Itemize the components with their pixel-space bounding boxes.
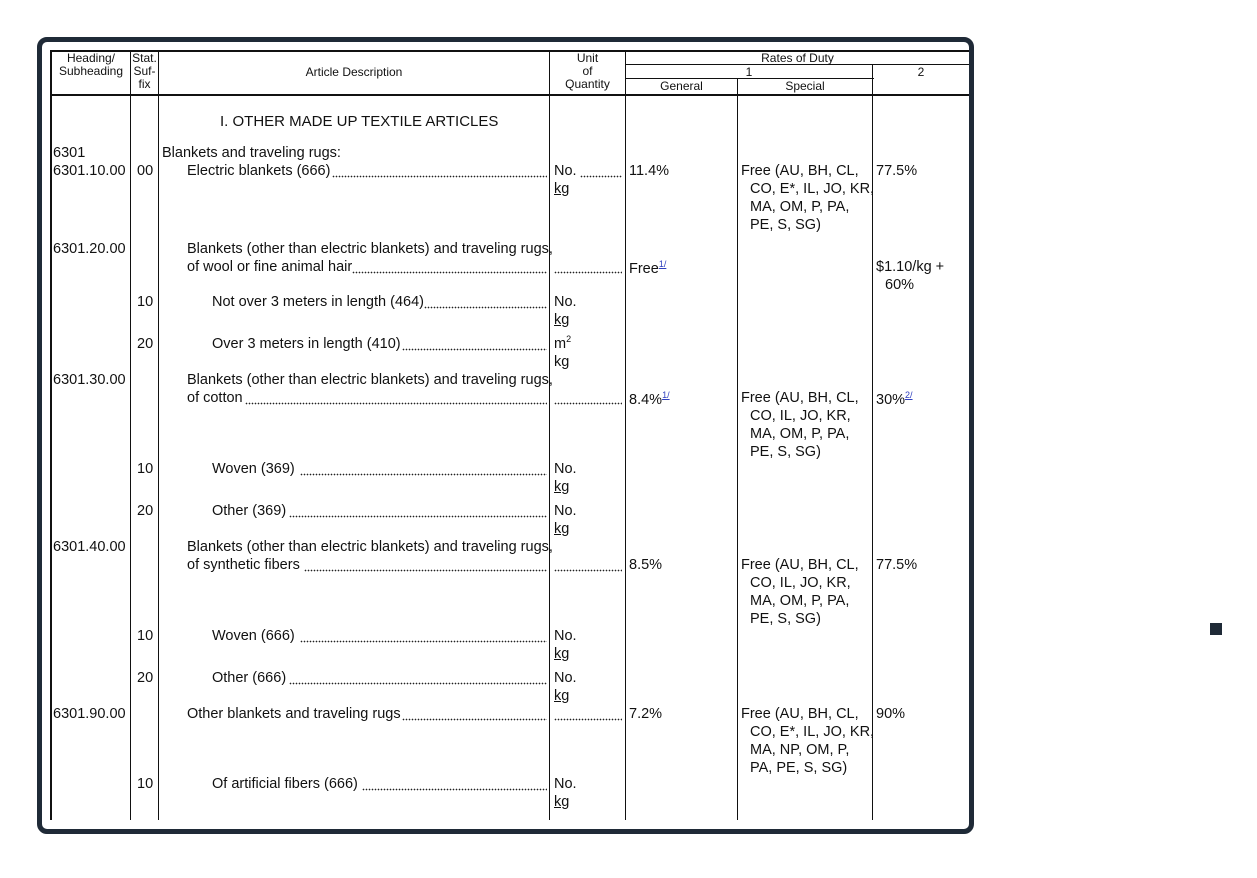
header-bottom-rule [50, 94, 974, 96]
desc-line: of synthetic fibers [187, 557, 300, 573]
leader-dots [424, 297, 547, 309]
col-sep-heading [130, 50, 131, 820]
col-sep-unit [625, 50, 626, 820]
desc-other-blankets: Other blankets and traveling rugs [187, 706, 401, 722]
col2-rate: 90% [876, 706, 906, 722]
suffix-10: 10 [137, 294, 154, 310]
special-rate: PE, S, SG) [750, 217, 821, 233]
desc-electric-blankets: Electric blankets (666) [187, 163, 331, 179]
leader-dots [554, 709, 622, 721]
desc-over-3m: Over 3 meters in length (410) [212, 336, 401, 352]
general-rate: 8.4%$^{1/}$ [629, 390, 670, 408]
desc-blankets-traveling-rugs: Blankets and traveling rugs: [162, 145, 341, 161]
unit-kg: kg [554, 312, 570, 328]
suffix-20: 20 [137, 503, 154, 519]
leader-dots [554, 560, 622, 572]
special-rate: MA, OM, P, PA, [750, 199, 850, 215]
unit-no: No. [554, 294, 577, 310]
unit-no: No. [554, 670, 577, 686]
leader-dots [554, 262, 622, 274]
general-rate: 7.2% [629, 706, 663, 722]
special-rate: Free (AU, BH, CL, [741, 706, 859, 722]
suffix-10: 10 [137, 461, 154, 477]
unit-no: No. [554, 461, 577, 477]
desc-line: Blankets (other than electric blankets) and traveling rugs, [187, 241, 553, 257]
special-rate: PE, S, SG) [750, 611, 821, 627]
leader-dots [362, 779, 547, 791]
stat-suffix-header: Stat. Suf- fix [132, 51, 157, 91]
col2-rate: $1.10/kg + [876, 259, 945, 275]
heading-6301: 6301 [53, 145, 86, 161]
leader-dots [300, 631, 547, 643]
desc-line: of wool or fine animal hair [187, 259, 353, 275]
unit-no: No. [554, 628, 577, 644]
special-rate: MA, NP, OM, P, [750, 742, 850, 758]
general-header: General [660, 79, 703, 93]
special-rate: CO, IL, JO, KR, [750, 575, 851, 591]
col2-rate: 77.5% [876, 163, 918, 179]
article-description-header: Article Description [305, 65, 403, 79]
col2-rate: 77.5% [876, 557, 918, 573]
footnote-link[interactable]: 1/ [662, 390, 670, 401]
special-rate: Free (AU, BH, CL, [741, 557, 859, 573]
heading-6301-90-00: 6301.90.00 [53, 706, 126, 722]
special-header: Special [785, 79, 825, 93]
desc-not-over-3m: Not over 3 meters in length (464) [212, 294, 424, 310]
desc-woven: Woven (369) [212, 461, 295, 477]
heading-6301-30-00: 6301.30.00 [53, 372, 126, 388]
suffix-10: 10 [137, 628, 154, 644]
col2-rate: 30%$^{2/}$ [876, 390, 913, 408]
unit-quantity-header: Unit of Quantity [565, 51, 610, 91]
general-rate: 8.5% [629, 557, 663, 573]
unit-kg: kg [554, 794, 570, 810]
suffix-20: 20 [137, 670, 154, 686]
heading-header: Heading/ Subheading [58, 51, 124, 78]
leader-dots [304, 560, 547, 572]
leader-dots [245, 393, 547, 405]
left-border [50, 50, 52, 820]
leader-dots [402, 709, 547, 721]
unit-no: No. [554, 163, 577, 179]
desc-line: Blankets (other than electric blankets) and traveling rugs, [187, 372, 553, 388]
col-sep-article [549, 50, 550, 820]
unit-kg: kg [554, 646, 570, 662]
desc-artificial-fibers: Of artificial fibers (666) [212, 776, 358, 792]
special-rate: CO, IL, JO, KR, [750, 408, 851, 424]
document-frame [37, 37, 974, 834]
desc-line: Blankets (other than electric blankets) and traveling rugs, [187, 539, 553, 555]
heading-6301-20-00: 6301.20.00 [53, 241, 126, 257]
leader-dots [332, 166, 547, 178]
special-rate: MA, OM, P, PA, [750, 593, 850, 609]
unit-kg: kg [554, 479, 570, 495]
special-rate: PA, PE, S, SG) [750, 760, 848, 776]
special-rate: PE, S, SG) [750, 444, 821, 460]
general-rate: Free$^{1/}$ [629, 259, 667, 277]
col2-header: 2 [917, 65, 925, 79]
heading-6301-40-00: 6301.40.00 [53, 539, 126, 555]
leader-dots [300, 464, 547, 476]
leader-dots [289, 673, 547, 685]
desc-woven: Woven (666) [212, 628, 295, 644]
leader-dots [352, 262, 547, 274]
suffix-20: 20 [137, 336, 154, 352]
unit-no: No. [554, 776, 577, 792]
col-sep-stat [158, 50, 159, 820]
general-rate: 11.4% [629, 163, 670, 179]
leader-dots [402, 339, 547, 351]
special-rate: MA, OM, P, PA, [750, 426, 850, 442]
unit-kg: kg [554, 688, 570, 704]
footnote-link[interactable]: 1/ [658, 259, 667, 270]
scroll-marker[interactable] [1210, 623, 1222, 635]
suffix-00: 00 [137, 163, 154, 179]
special-rate: CO, E*, IL, JO, KR, [750, 181, 875, 197]
section-title: I. OTHER MADE UP TEXTILE ARTICLES [220, 113, 499, 130]
col-sep-general [737, 78, 738, 820]
right-border [969, 50, 971, 820]
suffix-10: 10 [137, 776, 154, 792]
col2-rate: 60% [885, 277, 915, 293]
desc-line: of cotton [187, 390, 243, 406]
desc-other: Other (666) [212, 670, 287, 686]
leader-dots [580, 166, 622, 178]
unit-kg: kg [554, 354, 570, 370]
special-rate: CO, E*, IL, JO, KR, [750, 724, 875, 740]
unit-kg: kg [554, 181, 570, 197]
leader-dots [289, 506, 547, 518]
col-sep-special [872, 64, 873, 820]
unit-m2: $m^2$ [554, 334, 572, 352]
unit-kg: kg [554, 521, 570, 537]
heading-6301-10-00: 6301.10.00 [53, 163, 126, 179]
col1-header: 1 [745, 65, 753, 79]
leader-dots [554, 393, 622, 405]
desc-other: Other (369) [212, 503, 287, 519]
special-rate: Free (AU, BH, CL, [741, 163, 859, 179]
footnote-link[interactable]: 2/ [905, 390, 913, 401]
unit-no: No. [554, 503, 577, 519]
special-rate: Free (AU, BH, CL, [741, 390, 859, 406]
rates-of-duty-header: Rates of Duty [761, 51, 834, 65]
